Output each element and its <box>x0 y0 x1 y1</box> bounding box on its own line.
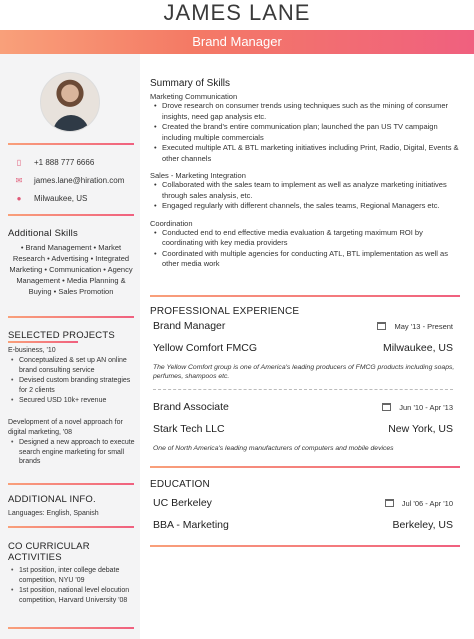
divider <box>153 389 453 390</box>
education-location: Berkeley, US <box>392 519 453 531</box>
calendar-icon <box>382 403 391 411</box>
summary-group-list <box>150 101 460 164</box>
job-location: New York, US <box>388 423 453 435</box>
education-date-text: Jul '06 - Apr '10 <box>401 498 453 508</box>
mail-icon: ✉ <box>15 176 23 185</box>
job-role: Brand Manager <box>153 320 226 332</box>
divider <box>8 627 134 629</box>
languages: Languages: English, Spanish <box>8 510 99 517</box>
list-item: • Drove research on consumer trends using techniques such as the mining of consumer insights, need gap analysis etc. <box>150 101 460 122</box>
summary-group-list <box>150 228 460 270</box>
list-item: • Collaborated with the sales team to implement as well as analyze marketing initiatives through sales analysis, etc. <box>150 180 460 201</box>
list-item: • Coordinated with multiple agencies for conducting ATL, BTL implementation as well as other media work <box>150 249 460 270</box>
job-company: Yellow Comfort FMCG <box>153 342 258 354</box>
list-item: • Executed multiple ATL & BTL marketing initiatives including Print, Radio, Digital, Events & other channels <box>150 143 460 164</box>
phone-text: +1 888 777 6666 <box>34 158 95 167</box>
divider <box>150 295 460 297</box>
calendar-icon <box>377 322 386 330</box>
list-item: • 1st position, inter college debate competition, NYU '09 <box>8 566 136 585</box>
list-item: • Conducted end to end effective media evaluation & targeting maximum ROI by coordinating with key media providers <box>150 228 460 249</box>
education-degree-row <box>153 519 453 531</box>
job-1-header <box>153 320 453 332</box>
email-text[interactable]: james.lane@hiration.com <box>34 176 125 185</box>
divider <box>8 341 78 343</box>
job-2-header <box>153 401 453 413</box>
divider <box>8 143 134 145</box>
job-date-text: May '13 - Present <box>394 321 453 331</box>
education-header <box>153 497 453 509</box>
divider <box>8 483 134 485</box>
job-2-company-row <box>153 423 453 435</box>
job-date <box>382 403 453 412</box>
list-item: • Devised custom branding strategies for 2 clients <box>8 376 136 395</box>
education-title: EDUCATION <box>150 479 210 490</box>
summary-group-list <box>150 180 460 212</box>
degree: BBA - Marketing <box>153 519 229 531</box>
projects-title: SELECTED PROJECTS <box>8 330 115 341</box>
job-company: Stark Tech LLC <box>153 423 225 435</box>
contact-location <box>14 194 87 203</box>
divider <box>8 316 134 318</box>
summary-title: Summary of Skills <box>150 78 231 89</box>
list-item: • Conceptualized & set up AN online brand consulting service <box>8 356 136 375</box>
job-title-banner: Brand Manager <box>0 30 474 54</box>
resume-name: JAMES LANE <box>163 0 311 25</box>
job-location: Milwaukee, US <box>382 342 453 354</box>
cocurricular-title: CO CURRICULAR ACTIVITIES <box>8 541 90 563</box>
info-title: ADDITIONAL INFO. <box>8 494 96 505</box>
job-date <box>377 322 453 331</box>
list-item: • Secured USD 10k+ revenue <box>8 396 136 406</box>
list-item: • Designed a new approach to execute search engine marketing for small brands <box>8 438 136 467</box>
job-1-company-row <box>153 342 453 354</box>
summary-group-name: Coordination <box>150 218 193 228</box>
project-2-name: Development of a novel approach for digital marketing, '08 <box>8 419 123 436</box>
education-date <box>385 499 453 508</box>
phone-icon: ▯ <box>16 158 22 167</box>
location-text: Milwaukee, US <box>34 194 88 203</box>
divider <box>150 466 460 468</box>
job-description: The Yellow Comfort group is one of America's leading producers of FMCG products including soaps, perfumes, shampoos etc. <box>153 364 455 380</box>
school-name: UC Berkeley <box>153 497 212 509</box>
list-item: • Engaged regularly with different channels, the sales teams, Regional Managers etc. <box>150 201 460 212</box>
contact-phone <box>14 158 94 167</box>
experience-title: PROFESSIONAL EXPERIENCE <box>150 306 300 317</box>
job-description: One of North America's leading manufacturers of computers and mobile devices <box>153 445 394 452</box>
skills-list: • Brand Management • Market Research • Advertising • Integrated Marketing • Communication • Agency Management • Media Planning & Buying • Sales Promotion <box>9 243 133 296</box>
divider <box>8 214 134 216</box>
project-2 <box>8 418 136 468</box>
contact-email[interactable] <box>14 176 124 185</box>
list-item: • 1st position, national level elocution competition, Harvard University '08 <box>8 586 136 605</box>
job-role: Brand Associate <box>153 401 229 413</box>
location-pin-icon: ● <box>16 194 22 203</box>
profile-photo <box>40 72 100 132</box>
list-item: • Created the brand's entire communication plan; launched the pan US TV campaign including multiple commercials <box>150 122 460 143</box>
job-date-text: Jun '10 - Apr '13 <box>399 402 453 412</box>
summary-section <box>150 78 460 270</box>
divider <box>150 545 460 547</box>
calendar-icon <box>385 499 394 507</box>
project-1 <box>8 346 136 407</box>
skills-title: Additional Skills <box>8 228 78 239</box>
divider <box>8 526 134 528</box>
cocurricular-list <box>8 566 136 606</box>
project-1-name: E-business, '10 <box>8 347 56 354</box>
summary-group-name: Sales - Marketing Integration <box>150 171 246 180</box>
summary-group-name: Marketing Communication <box>150 92 238 101</box>
